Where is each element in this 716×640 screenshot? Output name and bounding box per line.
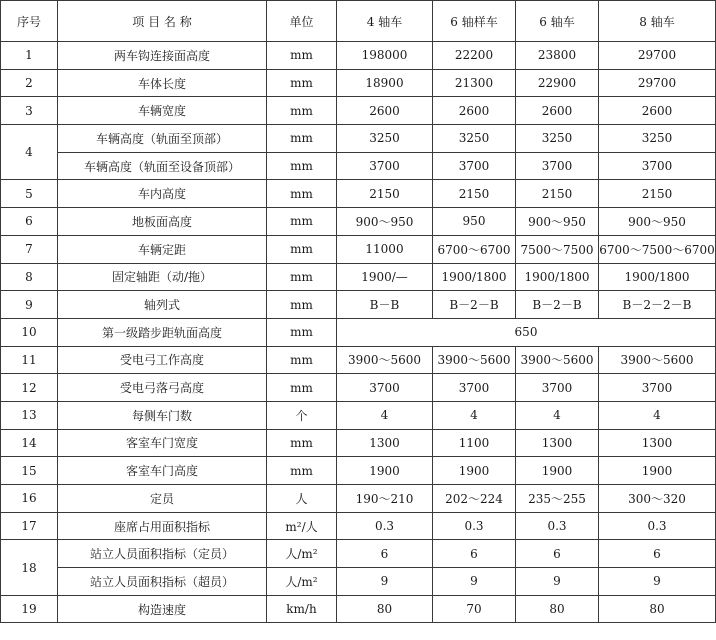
value-cell: 22900 (516, 69, 599, 97)
value-cell: 3700 (337, 374, 433, 402)
value-cell: 3900～5600 (433, 346, 516, 374)
row-unit: mm (267, 152, 337, 180)
row-unit: mm (267, 125, 337, 153)
value-cell: 2150 (337, 180, 433, 208)
value-cell: B－2－B (433, 291, 516, 319)
row-no: 3 (1, 97, 58, 125)
table-row (1, 97, 716, 125)
row-name: 客室车门宽度 (58, 429, 267, 457)
row-no: 7 (1, 235, 58, 263)
value-cell: 1300 (516, 429, 599, 457)
table-row (1, 235, 716, 263)
header-6-axle-prototype: 6 轴样车 (433, 1, 516, 42)
value-cell: 1300 (337, 429, 433, 457)
row-no: 4 (1, 125, 58, 180)
row-name: 站立人员面积指标（定员） (58, 540, 267, 568)
value-cell: 80 (599, 595, 716, 623)
table-row (1, 69, 716, 97)
value-cell: 3700 (433, 374, 516, 402)
table-row (1, 318, 716, 346)
row-name: 车辆定距 (58, 235, 267, 263)
row-no: 19 (1, 595, 58, 623)
value-cell: 3700 (433, 152, 516, 180)
value-cell: 6 (516, 540, 599, 568)
value-cell: 2150 (433, 180, 516, 208)
row-name: 两车钩连接面高度 (58, 42, 267, 70)
value-cell: 6700～6700 (433, 235, 516, 263)
table-row (1, 346, 716, 374)
row-no: 1 (1, 42, 58, 70)
value-cell: 29700 (599, 69, 716, 97)
table-row (1, 485, 716, 513)
row-unit: mm (267, 291, 337, 319)
header-row (1, 1, 716, 42)
row-no: 2 (1, 69, 58, 97)
value-cell: 3700 (599, 152, 716, 180)
row-unit: mm (267, 457, 337, 485)
value-cell: 3700 (599, 374, 716, 402)
row-name: 受电弓落弓高度 (58, 374, 267, 402)
row-unit: mm (267, 42, 337, 70)
row-unit: mm (267, 180, 337, 208)
table-row (1, 568, 716, 596)
value-cell: 3700 (516, 374, 599, 402)
value-cell: 0.3 (337, 512, 433, 540)
row-no: 8 (1, 263, 58, 291)
row-no: 11 (1, 346, 58, 374)
row-name: 车辆高度（轨面至设备顶部） (58, 152, 267, 180)
row-no: 13 (1, 401, 58, 429)
row-name: 每侧车门数 (58, 401, 267, 429)
value-cell: 6 (433, 540, 516, 568)
value-cell: 4 (337, 401, 433, 429)
table-row (1, 457, 716, 485)
value-cell: 80 (337, 595, 433, 623)
value-cell: 9 (433, 568, 516, 596)
row-name: 地板面高度 (58, 208, 267, 236)
row-unit: m²/人 (267, 512, 337, 540)
header-4-axle: 4 轴车 (337, 1, 433, 42)
row-no: 12 (1, 374, 58, 402)
value-cell: 1900 (516, 457, 599, 485)
value-cell: 7500～7500 (516, 235, 599, 263)
value-cell: 80 (516, 595, 599, 623)
value-cell: 4 (433, 401, 516, 429)
value-cell: 1900 (599, 457, 716, 485)
table-row (1, 429, 716, 457)
row-name: 车辆宽度 (58, 97, 267, 125)
table-row (1, 125, 716, 153)
row-unit: 人 (267, 485, 337, 513)
value-cell: 2600 (516, 97, 599, 125)
table-row (1, 208, 716, 236)
value-cell: 6 (337, 540, 433, 568)
header-item-name: 项 目 名 称 (58, 1, 267, 42)
value-cell: 3250 (599, 125, 716, 153)
row-no: 9 (1, 291, 58, 319)
row-name: 固定轴距（动/拖） (58, 263, 267, 291)
table-row (1, 42, 716, 70)
value-cell: 22200 (433, 42, 516, 70)
value-cell: 198000 (337, 42, 433, 70)
table-row (1, 291, 716, 319)
value-cell: 1900 (337, 457, 433, 485)
table-row (1, 263, 716, 291)
value-cell: 3700 (516, 152, 599, 180)
value-cell: B－2－B (516, 291, 599, 319)
row-unit: mm (267, 208, 337, 236)
row-no: 5 (1, 180, 58, 208)
value-cell: 0.3 (599, 512, 716, 540)
row-name: 客室车门高度 (58, 457, 267, 485)
value-cell: 3900～5600 (599, 346, 716, 374)
value-cell: 21300 (433, 69, 516, 97)
header-8-axle: 8 轴车 (599, 1, 716, 42)
value-cell: 9 (599, 568, 716, 596)
row-unit: mm (267, 235, 337, 263)
value-cell: 190～210 (337, 485, 433, 513)
row-unit: 人/m² (267, 540, 337, 568)
row-name: 车体长度 (58, 69, 267, 97)
value-cell: 1900 (433, 457, 516, 485)
value-cell: 0.3 (433, 512, 516, 540)
row-unit: mm (267, 429, 337, 457)
value-cell: 4 (516, 401, 599, 429)
row-name: 轴列式 (58, 291, 267, 319)
row-no: 16 (1, 485, 58, 513)
row-name: 受电弓工作高度 (58, 346, 267, 374)
value-cell: 70 (433, 595, 516, 623)
value-cell: 950 (433, 208, 516, 236)
value-cell: 3900～5600 (516, 346, 599, 374)
row-no: 14 (1, 429, 58, 457)
merged-value-cell: 650 (337, 318, 716, 346)
value-cell: 0.3 (516, 512, 599, 540)
row-name: 座席占用面积指标 (58, 512, 267, 540)
row-unit: km/h (267, 595, 337, 623)
table-row (1, 512, 716, 540)
value-cell: 3900～5600 (337, 346, 433, 374)
value-cell: 900～950 (599, 208, 716, 236)
header-6-axle: 6 轴车 (516, 1, 599, 42)
row-name: 车内高度 (58, 180, 267, 208)
value-cell: 3700 (337, 152, 433, 180)
value-cell: 1900/1800 (516, 263, 599, 291)
value-cell: 1300 (599, 429, 716, 457)
table-row (1, 401, 716, 429)
table-row (1, 152, 716, 180)
value-cell: 2600 (337, 97, 433, 125)
row-unit: 个 (267, 401, 337, 429)
row-unit: 人/m² (267, 568, 337, 596)
value-cell: 2600 (433, 97, 516, 125)
row-unit: mm (267, 97, 337, 125)
value-cell: 18900 (337, 69, 433, 97)
value-cell: 2150 (516, 180, 599, 208)
row-unit: mm (267, 318, 337, 346)
value-cell: B－B (337, 291, 433, 319)
value-cell: 202～224 (433, 485, 516, 513)
row-unit: mm (267, 263, 337, 291)
value-cell: 23800 (516, 42, 599, 70)
row-no: 6 (1, 208, 58, 236)
value-cell: 9 (516, 568, 599, 596)
row-no: 10 (1, 318, 58, 346)
header-no: 序号 (1, 1, 58, 42)
value-cell: 300～320 (599, 485, 716, 513)
row-no: 15 (1, 457, 58, 485)
row-unit: mm (267, 346, 337, 374)
value-cell: 9 (337, 568, 433, 596)
value-cell: 1100 (433, 429, 516, 457)
value-cell: 4 (599, 401, 716, 429)
value-cell: 2600 (599, 97, 716, 125)
table-row (1, 540, 716, 568)
header-unit: 单位 (267, 1, 337, 42)
value-cell: 1900/— (337, 263, 433, 291)
row-name: 第一级踏步距轨面高度 (58, 318, 267, 346)
value-cell: 3250 (516, 125, 599, 153)
value-cell: 900～950 (337, 208, 433, 236)
row-no: 18 (1, 540, 58, 595)
row-name: 车辆高度（轨面至顶部） (58, 125, 267, 153)
value-cell: 6700～7500～6700 (599, 235, 716, 263)
value-cell: 3250 (433, 125, 516, 153)
value-cell: 1900/1800 (433, 263, 516, 291)
table-row (1, 180, 716, 208)
value-cell: 900～950 (516, 208, 599, 236)
row-name: 定员 (58, 485, 267, 513)
value-cell: 11000 (337, 235, 433, 263)
value-cell: 3250 (337, 125, 433, 153)
row-name: 构造速度 (58, 595, 267, 623)
value-cell: 6 (599, 540, 716, 568)
row-no: 17 (1, 512, 58, 540)
row-name: 站立人员面积指标（超员） (58, 568, 267, 596)
row-unit: mm (267, 69, 337, 97)
value-cell: 1900/1800 (599, 263, 716, 291)
table-row (1, 595, 716, 623)
row-unit: mm (267, 374, 337, 402)
table-row (1, 374, 716, 402)
value-cell: 2150 (599, 180, 716, 208)
value-cell: 235～255 (516, 485, 599, 513)
value-cell: 29700 (599, 42, 716, 70)
value-cell: B－2－2－B (599, 291, 716, 319)
